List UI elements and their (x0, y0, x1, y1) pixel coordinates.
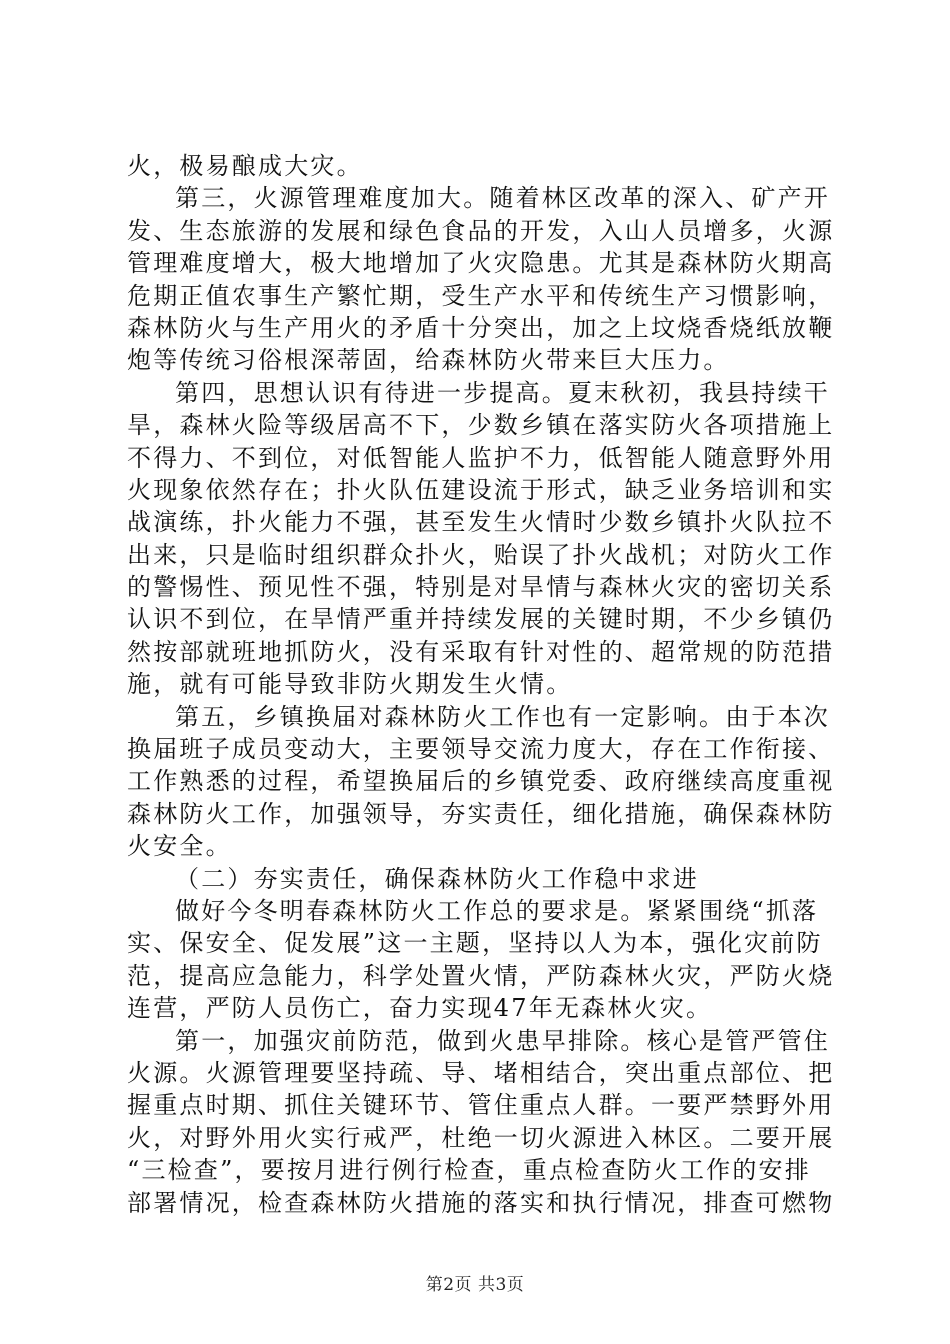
text-line: 森林防火工作，加强领导，夯实责任，细化措施，确保森林防 (127, 799, 835, 828)
text-line: 第五，乡镇换届对森林防火工作也有一定影响。由于本次 (175, 702, 830, 731)
text-line: 换届班子成员变动大，主要领导交流力度大，存在工作衔接、 (127, 735, 835, 764)
text-line: 第四，思想认识有待进一步提高。夏末秋初，我县持续干 (175, 378, 830, 407)
text-line: （二）夯实责任，确保森林防火工作稳中求进 (175, 864, 699, 893)
text-line: 部署情况，检查森林防火措施的落实和执行情况，排查可燃物 (127, 1188, 835, 1217)
text-line: 的警惕性、预见性不强，特别是对旱情与森林火灾的密切关系 (127, 573, 835, 602)
text-line: 范，提高应急能力，科学处置火情，严防森林火灾，严防火烧 (127, 961, 835, 990)
document-body (127, 150, 835, 1219)
text-line: “三检查”，要按月进行例行检查，重点检查防火工作的安排 (127, 1156, 811, 1185)
text-line: 危期正值农事生产繁忙期，受生产水平和传统生产习惯影响， (127, 281, 835, 310)
text-line: 火安全。 (127, 832, 232, 861)
text-line: 连营，严防人员伤亡，奋力实现47年无森林火灾。 (127, 994, 713, 1023)
text-line: 管理难度增大，极大地增加了火灾隐患。尤其是森林防火期高 (127, 249, 835, 278)
text-line: 握重点时期、抓住关键环节、管住重点人群。一要严禁野外用 (127, 1091, 835, 1120)
text-line: 第一，加强灾前防范，做到火患早排除。核心是管严管住 (175, 1026, 830, 1055)
text-line: 火源。火源管理要坚持疏、导、堵相结合，突出重点部位、把 (127, 1058, 835, 1087)
text-line: 炮等传统习俗根深蒂固，给森林防火带来巨大压力。 (127, 346, 730, 375)
text-line: 第三，火源管理难度加大。随着林区改革的深入、矿产开 (175, 184, 830, 213)
text-line: 然按部就班地抓防火，没有采取有针对性的、超常规的防范措 (127, 637, 835, 666)
text-line: 火，对野外用火实行戒严，杜绝一切火源进入林区。二要开展 (127, 1123, 835, 1152)
text-line: 工作熟悉的过程，希望换届后的乡镇党委、政府继续高度重视 (127, 767, 835, 796)
page-footer: 第2页 共3页 (425, 1275, 525, 1295)
text-line: 施，就有可能导致非防火期发生火情。 (127, 670, 573, 699)
text-line: 出来，只是临时组织群众扑火，贻误了扑火战机；对防火工作 (127, 540, 835, 569)
text-line: 森林防火与生产用火的矛盾十分突出，加之上坟烧香烧纸放鞭 (127, 313, 835, 342)
text-line: 发、生态旅游的发展和绿色食品的开发，入山人员增多，火源 (127, 216, 835, 245)
text-line: 实、保安全、促发展”这一主题，坚持以人为本，强化灾前防 (127, 929, 823, 958)
text-line: 火现象依然存在；扑火队伍建设流于形式，缺乏业务培训和实 (127, 475, 835, 504)
text-line: 不得力、不到位，对低智能人监护不力，低智能人随意野外用 (127, 443, 835, 472)
text-line: 认识不到位，在旱情严重并持续发展的关键时期，不少乡镇仍 (127, 605, 835, 634)
text-line: 战演练，扑火能力不强，甚至发生火情时少数乡镇扑火队拉不 (127, 508, 835, 537)
text-line: 火，极易酿成大灾。 (127, 152, 363, 180)
text-line: 做好今冬明春森林防火工作总的要求是。紧紧围绕“抓落 (175, 896, 819, 925)
text-line: 旱，森林火险等级居高不下，少数乡镇在落实防火各项措施上 (127, 411, 835, 440)
